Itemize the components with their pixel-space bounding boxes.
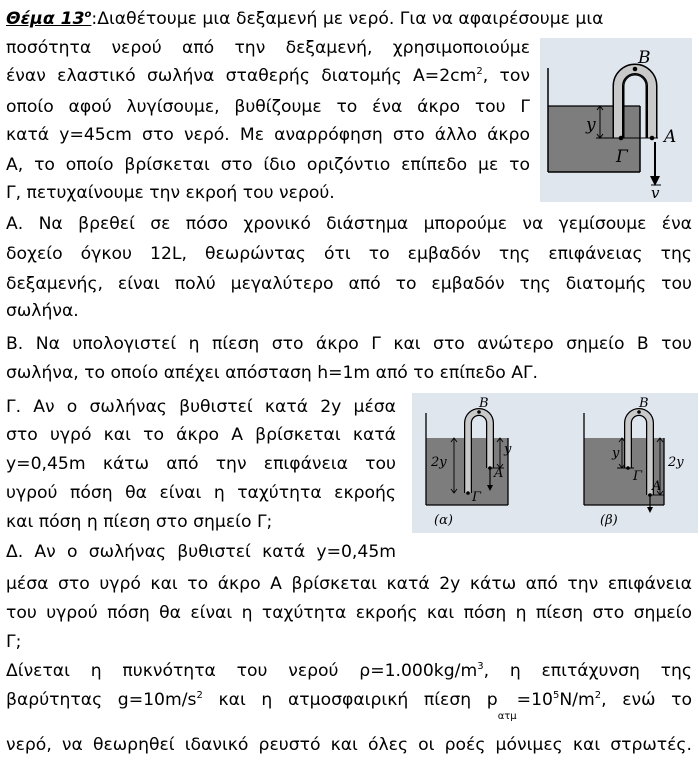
given-line-3: νερό, να θεωρηθεί ιδανικό ρευστό και όλες οι ροές μόνιμες και στρωτές. [6, 735, 692, 755]
part-b-line-1: Β. Να υπολογιστεί η πίεση στο άκρο Γ και στο ανώτερο σημείο Β του [6, 334, 692, 354]
siphon-diagram [540, 38, 692, 202]
part-d-line-2: μέσα στο υγρό και το άκρο Α βρίσκεται κατά 2y κάτω από την επιφάνεια [6, 574, 692, 594]
label-2y-b: 2y [668, 455, 684, 470]
point-G-dot [619, 136, 624, 141]
point-B-dot [633, 67, 638, 72]
label-A-b: A [652, 479, 662, 494]
part-c-line-2: στο υγρό και το άκρο Α βρίσκεται κατά [6, 425, 396, 445]
problem-line-1: Θέμα $13^o:\Delta\iota\alpha\theta έ\tau o\upsilon\mu\varepsilon$ μια δεξαμενή με νερό. Για να αφαιρέσουμε μια [6, 9, 604, 29]
part-c-line-1: Γ. Αν ο σωλήνας βυθιστεί κατά 2y μέσα [6, 397, 396, 417]
given-line-1: Δίνεται η πυκνότητα του νερού $\rho=1.000kg/m^3$, η επιτάχυνση της [6, 661, 693, 681]
siphon-figure [540, 38, 692, 202]
label-G-a: Γ [472, 490, 482, 505]
siphon-figures-ab [412, 393, 698, 533]
label-y-a: y [504, 442, 512, 457]
label-y: y [586, 115, 596, 135]
part-d-line-1: Δ. Αν ο σωλήνας βυθιστεί κατά y=0,45m [6, 542, 396, 562]
label-G-b: Γ [633, 469, 643, 484]
problem-line-3: έναν ελαστικό σωλήνα σταθερής διατομής $A=2cm^2$, τον [6, 66, 530, 86]
point-A-dot [650, 136, 655, 141]
part-d-line-3: του υγρού πόση θα είναι η ταχύτητα εκροής και πόση η πίεση στο σημείο [6, 603, 692, 623]
part-b-line-2: σωλήνα, το οποίο απέχει απόσταση h=1m από το επίπεδο ΑΓ. [6, 363, 538, 383]
label-A-a: A [494, 466, 504, 481]
part-c-line-5: και πόση η πίεση στο σημείο Γ; [6, 512, 273, 532]
given-line-2: βαρύτητας $g=10m/s^2$ και η ατμοσφαιρική πίεση $p_{\alpha\tau\mu}=10^5N/m^2$, ενώ το [6, 690, 693, 722]
part-a-line-1: Α. Να βρεθεί σε πόσο χρονικό διάστημα μπορούμε να γεμίσουμε ένα [6, 214, 692, 234]
part-a-line-4: σωλήνα. [6, 301, 79, 321]
part-a-line-3: δεξαμενής, είναι πολύ μεγαλύτερο από το εμβαδόν της διατομής του [6, 274, 692, 294]
problem-line-4: οποίο αφού λυγίσουμε, βυθίζουμε το ένα άκρο του Γ [6, 97, 530, 117]
label-B-b: B [639, 396, 649, 411]
part-c-line-3: y=0,45m κάτω από την επιφάνεια του [6, 454, 396, 474]
given-sub-atm: ατμ [497, 711, 517, 722]
label-G: Γ [616, 147, 628, 167]
label-A: A [664, 127, 677, 147]
problem-title: Θέμα $13^o$ [6, 9, 92, 29]
problem-line-6: Α, το οποίο βρίσκεται στο ίδιο οριζόντιο επίπεδο με το [6, 155, 530, 175]
problem-line-5: κατά y=45cm στο νερό. Με αναρρόφηση στο άλλο άκρο [6, 125, 530, 145]
label-B: B [638, 48, 651, 68]
part-a-line-2: δοχείο όγκου 12L, θεωρώντας ότι το εμβαδόν της επιφάνειας της [6, 244, 692, 264]
problem-line-2: ποσότητα νερού από την δεξαμενή, χρησιμοποιούμε [6, 38, 530, 58]
caption-b: (β) [600, 513, 618, 528]
part-c-line-4: υγρού πόση θα είναι η ταχύτητα εκροής [6, 483, 396, 503]
part-d-line-4: Γ; [6, 632, 22, 652]
label-B-a: B [479, 396, 489, 411]
problem-line-7: Γ, πετυχαίνουμε την εκροή του νερού. [6, 183, 335, 203]
siphon-diagram-ab [412, 393, 698, 533]
label-v: v [651, 184, 660, 202]
caption-a: (α) [434, 513, 453, 528]
label-2y-a: 2y [431, 455, 447, 470]
label-y-b: y [612, 446, 620, 461]
